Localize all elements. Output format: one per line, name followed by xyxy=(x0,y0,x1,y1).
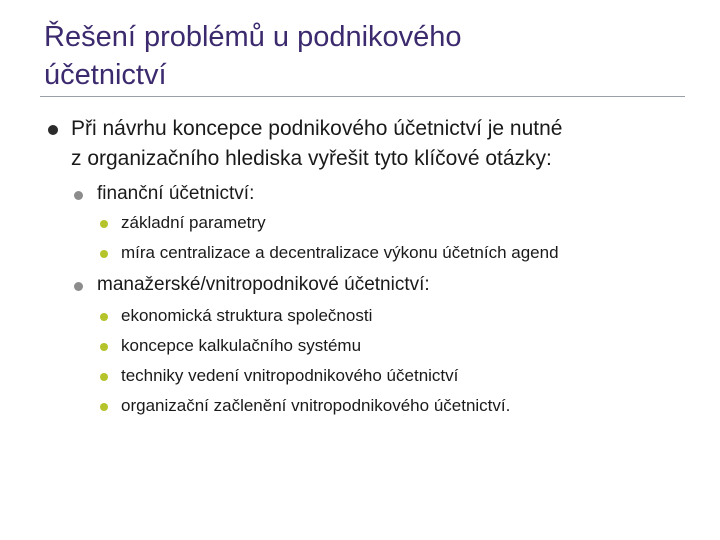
main-point-line1: Při návrhu koncepce podnikového účetnictví je nutné xyxy=(71,117,563,140)
list-item: organizační začlenění vnitropodnikového účetnictví. xyxy=(121,396,511,415)
list-item: koncepce kalkulačního systému xyxy=(121,336,362,355)
bullet-dot-level1 xyxy=(48,125,58,135)
section-label-managerial: manažerské/vnitropodnikové účetnictví: xyxy=(97,274,430,295)
list-item: míra centralizace a decentralizace výkonu účetních agend xyxy=(121,243,559,262)
list-item: ekonomická struktura společnosti xyxy=(121,306,373,325)
bullet-dot-level3 xyxy=(100,403,108,411)
slide-title xyxy=(44,18,664,94)
bullet-dot-level2 xyxy=(74,282,83,291)
list-item: techniky vedení vnitropodnikového účetnictví xyxy=(121,366,459,385)
section-label-financial: finanční účetnictví: xyxy=(97,183,255,204)
slide-title-line2: účetnictví xyxy=(44,59,167,91)
main-point-line2: z organizačního hlediska vyřešit tyto klíčové otázky: xyxy=(71,147,552,170)
bullet-dot-level2 xyxy=(74,191,83,200)
bullet-dot-level3 xyxy=(100,250,108,258)
title-divider xyxy=(40,96,685,97)
list-item: základní parametry xyxy=(121,213,266,232)
bullet-dot-level3 xyxy=(100,343,108,351)
slide-title-line1: Řešení problémů u podnikového xyxy=(44,21,462,53)
bullet-dot-level3 xyxy=(100,220,108,228)
bullet-dot-level3 xyxy=(100,313,108,321)
bullet-dot-level3 xyxy=(100,373,108,381)
